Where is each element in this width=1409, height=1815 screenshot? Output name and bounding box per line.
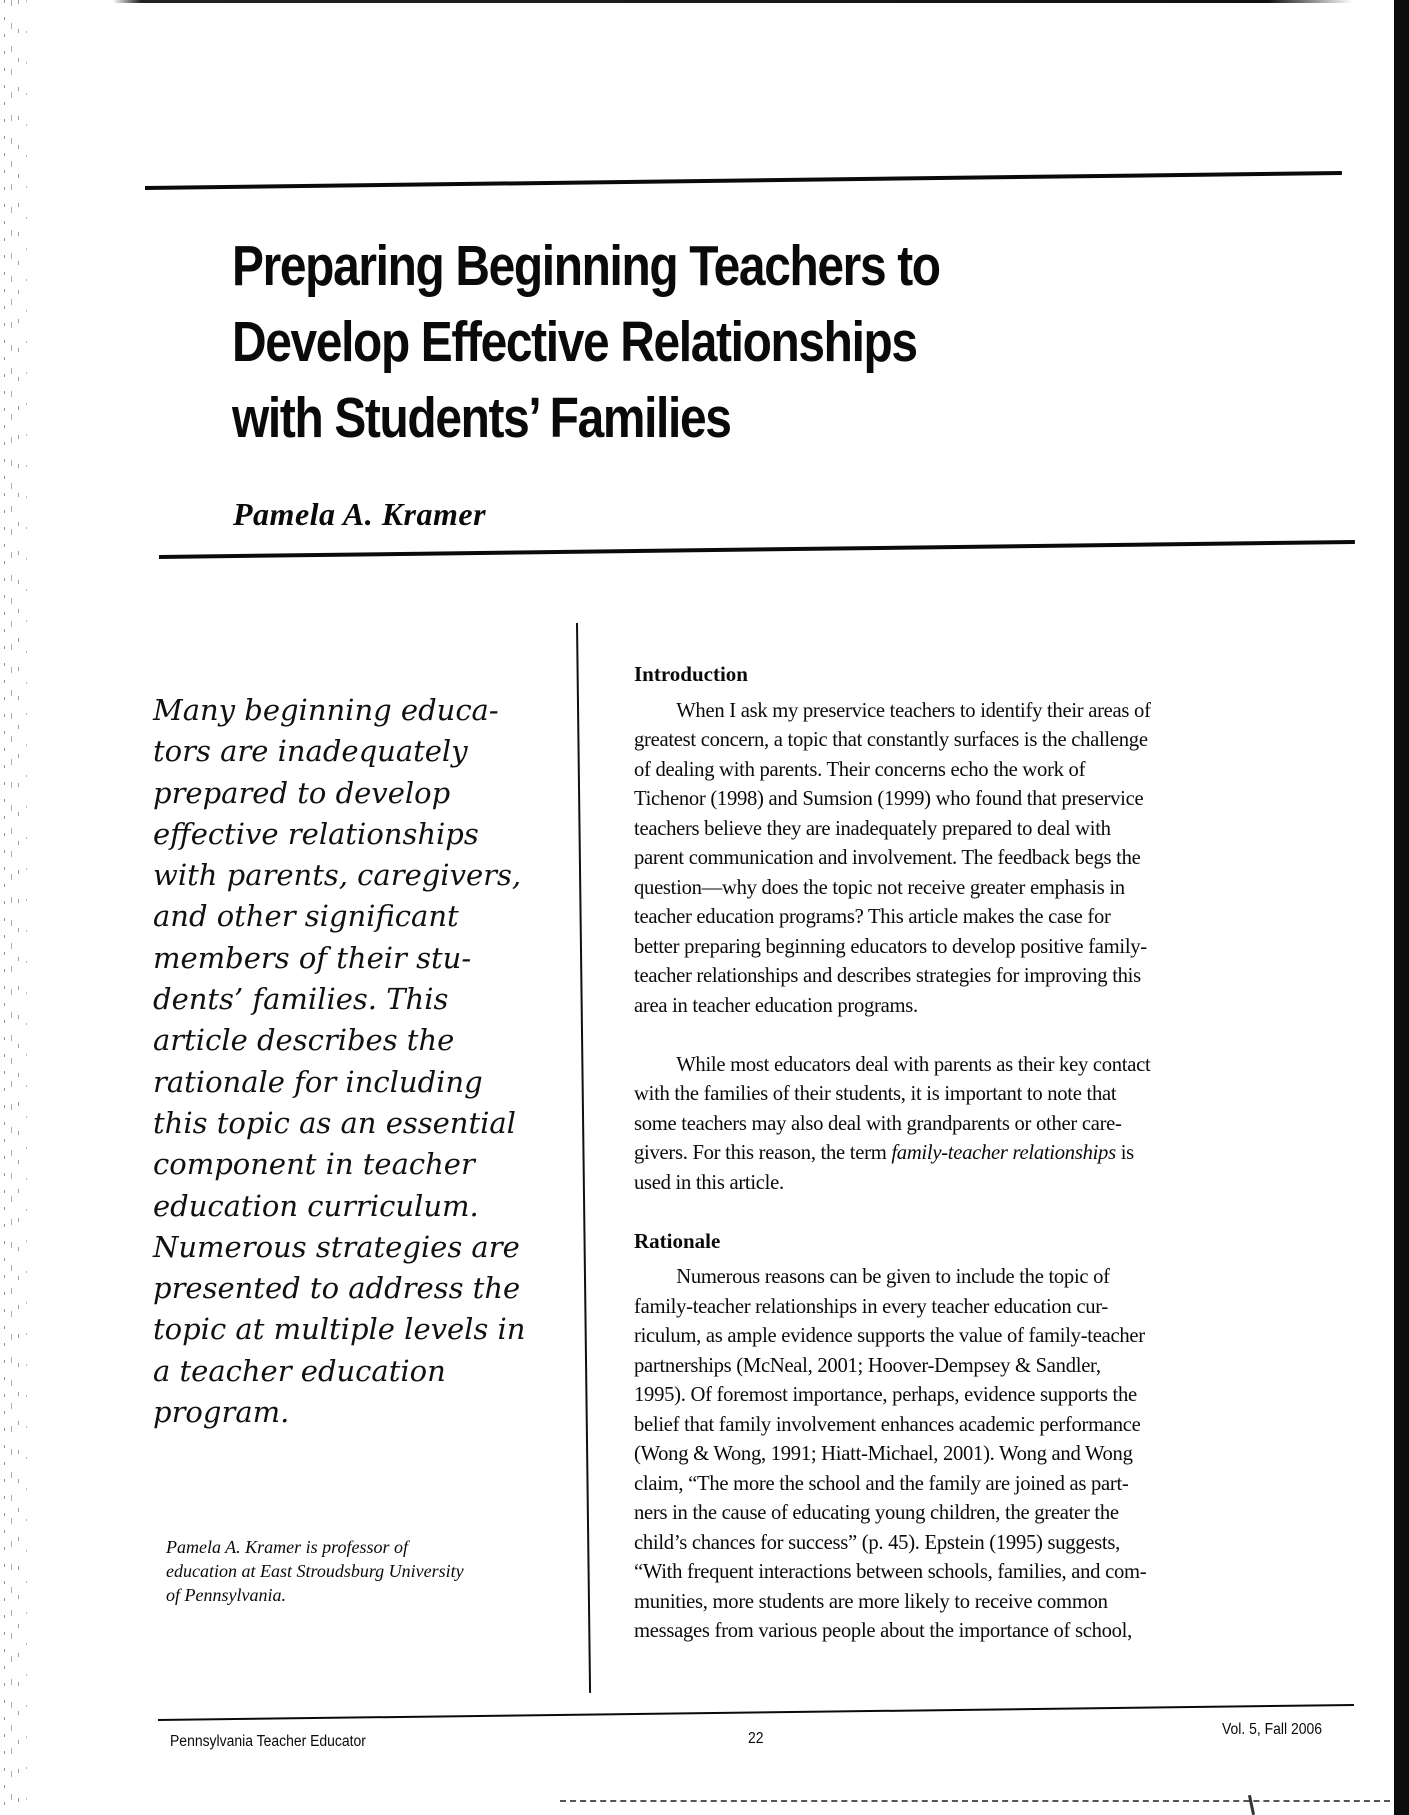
pull-quote-line: component in teacher — [153, 1147, 475, 1182]
pull-quote-line: with parents, caregivers, — [153, 858, 522, 893]
body-line: area in teacher education programs. — [634, 992, 918, 1017]
body-line: teacher education programs? This article makes the case for — [634, 904, 1111, 928]
scan-edge-top — [0, 0, 1409, 3]
pull-quote-line: dents’ families. This — [153, 982, 449, 1017]
pull-quote-line: tors are inadequately — [153, 734, 468, 769]
body-line: family-teacher relationships in every teacher education cur- — [634, 1293, 1108, 1318]
pull-quote-line: Numerous strategies are — [153, 1229, 520, 1264]
body-line: Tichenor (1998) and Sumsion (1999) who found that preservice — [634, 786, 1144, 810]
italic-term: family-teacher relationships — [891, 1140, 1116, 1164]
body-line — [634, 1138, 1306, 1168]
body-line: teachers believe they are inadequately prepared to deal with — [634, 815, 1111, 840]
body-line: messages from various people about the importance of school, — [634, 1618, 1133, 1642]
body-line: better preparing beginning educators to develop positive family- — [634, 933, 1147, 958]
pull-quote-line: and other significant — [153, 899, 459, 934]
title-top-rule — [145, 171, 1342, 190]
scan-edge-bottom — [560, 1800, 1390, 1802]
body-line: Numerous reasons can be given to include the topic of — [676, 1264, 1110, 1288]
title-line: Develop Effective Relationships — [232, 310, 917, 374]
body-line: of dealing with parents. Their concerns echo the work of — [634, 756, 1086, 781]
body-line: greatest concern, a topic that constantly surfaces is the challenge — [634, 727, 1148, 751]
article-title — [232, 228, 1072, 456]
body-line: partnerships (McNeal, 2001; Hoover-Dempsey & Sandler, — [634, 1352, 1101, 1377]
pull-quote-line: effective relationships — [153, 816, 479, 851]
body-line: question—why does the topic not receive greater emphasis in — [634, 874, 1125, 899]
author-name: Pamela A. Kramer — [233, 496, 487, 532]
pull-quote — [153, 690, 563, 1433]
pull-quote-line: a teacher education — [153, 1353, 446, 1388]
scan-edge-right — [1394, 0, 1409, 1815]
paragraph-gap — [634, 1197, 1334, 1227]
body-line: claim, “The more the school and the family are joined as part- — [634, 1470, 1129, 1495]
scan-mark — [1248, 1795, 1255, 1815]
pull-quote-line: article describes the — [153, 1023, 455, 1058]
pull-quote-line: Many beginning educa- — [153, 693, 499, 727]
body-line: (Wong & Wong, 1991; Hiatt-Michael, 2001). Wong and Wong — [634, 1441, 1133, 1465]
body-line: “With frequent interactions between schools, families, and com- — [634, 1559, 1147, 1583]
body-line: child’s chances for success” (p. 45). Epstein (1995) suggests, — [634, 1529, 1120, 1554]
title-line: with Students’ Families — [232, 386, 731, 450]
bio-line: Pamela A. Kramer is professor of — [166, 1537, 409, 1557]
paragraph-gap — [634, 1020, 1334, 1050]
pull-quote-line: rationale for including — [153, 1064, 483, 1099]
body-line: belief that family involvement enhances academic performance — [634, 1411, 1141, 1436]
column-divider — [576, 623, 591, 1693]
page-number: 22 — [748, 1730, 764, 1747]
pull-quote-line: topic at multiple levels in — [153, 1312, 526, 1347]
pull-quote-line: this topic as an essential — [153, 1105, 516, 1140]
bio-line: education at East Stroudsburg University — [166, 1561, 464, 1581]
title-line: Preparing Beginning Teachers to — [232, 234, 940, 298]
footer-rule — [158, 1704, 1354, 1721]
pull-quote-line: program. — [153, 1395, 290, 1430]
body-line: parent communication and involvement. The feedback begs the — [634, 845, 1141, 869]
pull-quote-line: education curriculum. — [153, 1188, 479, 1223]
pull-quote-line: presented to address the — [153, 1271, 521, 1306]
body-text: is — [1115, 1140, 1134, 1164]
bio-line: of Pennsylvania. — [166, 1585, 286, 1605]
pull-quote-line: prepared to develop — [153, 775, 451, 810]
section-heading-introduction: Introduction — [634, 662, 748, 686]
body-line: When I ask my preservice teachers to identify their areas of — [676, 697, 1151, 722]
body-line: some teachers may also deal with grandparents or other care- — [634, 1110, 1122, 1135]
footer-journal-name: Pennsylvania Teacher Educator — [170, 1733, 366, 1750]
article-body — [634, 660, 1334, 1646]
pull-quote-line: members of their stu- — [153, 940, 472, 975]
scan-noise-left — [0, 0, 40, 1815]
body-line: 1995). Of foremost importance, perhaps, evidence supports the — [634, 1382, 1137, 1406]
body-line: While most educators deal with parents as their key contact — [676, 1051, 1151, 1076]
body-line: ners in the cause of educating young children, the greater the — [634, 1500, 1119, 1524]
footer-volume: Vol. 5, Fall 2006 — [1222, 1721, 1323, 1738]
body-line: with the families of their students, it is important to note that — [634, 1081, 1117, 1105]
body-text: givers. For this reason, the term — [634, 1140, 892, 1164]
body-line: used in this article. — [634, 1169, 784, 1194]
section-heading-rationale: Rationale — [634, 1228, 721, 1253]
body-line: teacher relationships and describes strategies for improving this — [634, 963, 1141, 987]
body-line: riculum, as ample evidence supports the value of family-teacher — [634, 1323, 1145, 1347]
body-line: munities, more students are more likely to receive common — [634, 1588, 1108, 1613]
author-bio — [166, 1535, 586, 1607]
title-bottom-rule — [159, 540, 1355, 559]
